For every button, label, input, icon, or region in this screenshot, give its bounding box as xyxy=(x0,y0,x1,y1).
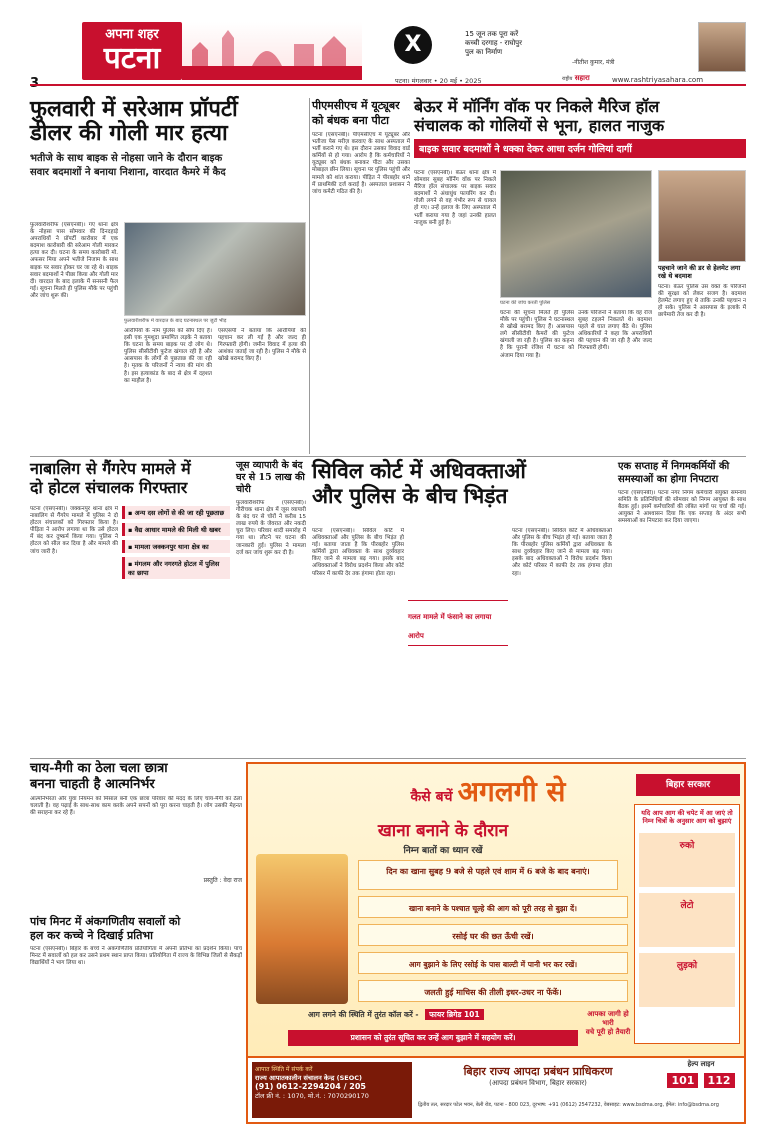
ad-emergency xyxy=(308,1010,548,1028)
tip4-text: आग बुझाने के लिए रसोई के पास बाल्टी में पानी भर कर रखें। xyxy=(408,960,578,969)
story3-headline-2: संचालक को गोलियों से भूना, हालत नाजुक xyxy=(414,116,665,136)
story5-body: फुलवारीशरीफ (एसएनबी)। गौरीचक थाना क्षेत्र में जूस व्यापारी के बंद घर से चोरों ने करीब 15 लाख रुपये के जेवरात और नकदी चुरा लिए। परिवार शादी समारोह में गया था। लौटने पर घटना की जानकारी हुई। पुलिस ने मामला दर्ज कर जांच शुरू कर दी है। xyxy=(236,500,306,556)
story-nigam xyxy=(618,460,746,756)
story8-headline-2: बनना चाहती है आत्मनिर्भर xyxy=(30,777,155,793)
authority-address: द्वितीय तल, सरदार पटेल भवन, बेली रोड, पटना - 800 023, दूरभाष: +91 (0612) 2547232, वेबसाइट: www.bsdma.org, ईमेल: info@bsdma.org xyxy=(418,1102,719,1108)
seoc-name: राज्य आपातकालीन संचालन केन्द्र (SEOC) xyxy=(255,1074,363,1082)
promo-line3: पुल का निर्माण xyxy=(465,48,503,56)
story1-photo xyxy=(124,222,306,316)
story3-headline-1: बेऊर में मॉर्निंग वॉक पर निकले मैरिज हॉल xyxy=(414,97,660,116)
story7-headline: एक सप्ताह में निगमकर्मियों की समस्याओं का होगा निपटारा xyxy=(618,461,730,485)
helpline-112[interactable]: 112 xyxy=(704,1073,735,1088)
step2-label: लेटो xyxy=(680,901,694,911)
story-arithmetic xyxy=(30,916,242,1116)
ad-footer xyxy=(248,1056,744,1122)
bullet-item: ▪ अन्य दस लोगों से की जा रही पूछताछ xyxy=(122,506,230,519)
story1-headline-1: फुलवारी में सरेआम प्रॉपर्टी xyxy=(30,96,238,122)
story1-photo-caption: फुलवारीशरीफ में वारदात के बाद घटनास्थल पर जुटी भीड़ xyxy=(124,318,227,324)
tip1-text: दिन का खाना सुबह 9 बजे से पहले एवं शाम में 6 बजे के बाद बनाएं। xyxy=(386,866,590,876)
story-juice-theft xyxy=(236,460,306,756)
brand-name: पटना xyxy=(103,41,161,76)
side-text: यदि आप आग की चपेट में आ जाएं तो निम्न चित्रों के अनुसार आग को बुझाएं xyxy=(641,809,733,825)
step-3 xyxy=(639,953,735,1007)
story2-body: पटना (एसएनबी)। पीएमसीएच में यूट्यूबर और भतीजा पेस मरीज़ करवाए के साथ अस्पताल में भर्ती कराने गए थे। इस दौरान उसका विवाद वार्ड कर्मियों से हो गया। आरोप है कि कर्मचारियों ने यूट्यूबर को बंधक बनाकर पीटा और उसका मोबाइल छीन लिया। सूचना पर पुलिस पहुंची और मामले को शांत कराया। पीड़ित ने पीरबहोर थाने में प्राथमिकी दर्ज कराई है। अस्पताल प्रशासन ने जांच कमेटी गठित की है। xyxy=(312,132,410,195)
promo-photo xyxy=(698,22,746,72)
story6-headline-1: सिविल कोर्ट में अधिवक्ताओं xyxy=(312,458,526,483)
seoc-header: आपात स्थिति में संपर्क करें xyxy=(255,1066,313,1073)
story4-headline-2: दो होटल संचालक गिरफ्तार xyxy=(30,478,188,498)
column-divider xyxy=(309,98,310,454)
tip2-text: खाना बनाने के पश्चात चूल्हे की आग को पूरी तरह से बुझा दें। xyxy=(409,904,577,913)
masthead-rule xyxy=(30,84,746,86)
story-pmch xyxy=(312,98,410,454)
story3-photo-caption: घटना की जांच करती पुलिस xyxy=(500,300,551,306)
story6-quote xyxy=(408,600,508,646)
story7-body: पटना (एसएनबी)। पटना नगर निगम कर्मचारी संयुक्त समन्वय समिति के प्रतिनिधियों की सोमवार को निगम आयुक्त के साथ बैठक हुई। इसमें कर्मचारियों की लंबित मांगों पर चर्चा की गई। आयुक्त ने आश्वासन दिया कि एक सप्ताह के अंदर सभी समस्याओं का निपटारा कर दिया जाएगा। xyxy=(618,490,746,525)
story1-sub-1: भतीजे के साथ बाइक से नोहसा जाने के दौरान बाइक xyxy=(30,152,223,164)
bullet-item: ▪ वैद्य आधार मामले की मिली थी खबर xyxy=(122,523,230,536)
tip5-text: जलती हुई माचिस की तीली इधर-उधर ना फेंकें। xyxy=(424,987,562,997)
website-link[interactable]: www.rashtriyasahara.com xyxy=(612,76,704,84)
story9-body: पटना (एसएनबी)। बिहार के बच्चे ने अंकगणितीय प्रतियोगिता में अपनी प्रतिभा का प्रदर्शन किया। पांच मिनट में सवालों को हल कर उसने प्रथम स्थान प्राप्त किया। प्रतियोगिता में राज्य के विभिन्न जिलों से सैकड़ों विद्यार्थियों ने भाग लिया था। xyxy=(30,945,242,966)
story1-body-col2: आरोपियों के नाम पुलिस को सौंप दिए हैं। इसी एक गुमशुदा प्रमाणित लड़के ने बताया कि घटना के समय बाइक पर दो लोग थे। पुलिस सीसीटीवी फुटेज खंगाल रही है और आसपास के लोगों से पूछताछ की जा रही है। मृतक के परिजनों ने न्याय की मांग की है। इस हत्याकांड के बाद से क्षेत्र में दहशत का माहौल है। xyxy=(124,328,212,384)
step3-label: लुड़को xyxy=(676,961,698,971)
ad-tip-1 xyxy=(358,860,618,890)
promo-author: -नीतीश कुमार, मंत्री xyxy=(572,59,615,66)
story3-side-caption: पहचाने जाने की डर से हेलमेट लगा रखे थे बदमाश xyxy=(658,264,741,280)
story1-body-col3: एसएसपी ने बताया कि आरोपियों की पहचान कर ली गई है और जल्द ही गिरफ्तारी होगी। जमीन विवाद में हत्या की आशंका जताई जा रही है। पुलिस ने मौके से खोखे बरामद किए हैं। xyxy=(218,328,306,363)
paper-small: राष्ट्रीय xyxy=(562,76,573,82)
story1-body-col1: फुलवारीशरीफ (एसएनबी)। गए थाना क्षेत्र के नोहसा पास सोमवार की दिनदहाड़े अपराधियों ने प्रॉपर्टी कारोबार में एक बदमाश कारोबारी की सरेआम गोली मारकर हत्या कर दी। घटना के समय कारोबारी मो. अफसर मिया अपने भतीजे निजाम के साथ बाइक पर सवार होकर घर जा रहे थे। बाइक सवार बदमाशों ने पीछा किया और गोली मार दी। वारदात के बाद इलाके में सनसनी फैल गई। सूचना मिलते ही पुलिस मौके पर पहुंची और जांच शुरू की। xyxy=(30,222,118,299)
slogan-1: आपका जागी हो भारी xyxy=(587,1010,629,1027)
bihar-govt-badge xyxy=(636,774,740,796)
quote-text: गलत मामले में फंसाने का लगाया आरोप xyxy=(408,613,492,640)
authority-sub: (आपदा प्रबंधन विभाग, बिहार सरकार) xyxy=(489,1079,587,1087)
bullet-item: ▪ मामला जक्कनपुर थाना क्षेत्र का xyxy=(122,540,230,553)
brand-block xyxy=(82,22,182,80)
story2-headline: पीएमसीएच में यूट्यूबर को बंधक बना पीटा xyxy=(312,99,400,127)
story6-headline-2: और पुलिस के बीच भिड़ंत xyxy=(312,482,508,508)
ad-cooperate xyxy=(288,1030,578,1046)
ad-title-1: कैसे बचें xyxy=(410,789,453,805)
story5-headline: जूस व्यापारी के बंद घर से 15 लाख की चोरी xyxy=(236,460,305,495)
story1-sub-2: सवार बदमाशों ने बनाया निशाना, वारदात कैमरे में कैद xyxy=(30,166,226,178)
ad-section-sub: निम्न बातों का ध्यान रखें xyxy=(403,846,483,856)
ad-slogan xyxy=(584,1010,632,1037)
step-2 xyxy=(639,893,735,947)
story6-body-col2: पटना (एसएनबी)। सिविल कोर्ट में अधिवक्ताओं और पुलिस के बीच भिड़ंत हो गई। बताया जाता है कि पीरबहोर पुलिस कर्मियों द्वारा अधिवक्ता के साथ दुर्व्यवहार किए जाने से मामला बढ़ गया। इसके बाद अधिवक्ताओं ने विरोध प्रदर्शन किया और कोर्ट परिसर में काफी देर तक हंगामा होता रहा। xyxy=(512,528,612,577)
x-logo-icon xyxy=(394,26,432,64)
story4-bullets xyxy=(122,506,230,756)
story8-body: आत्मनिर्भरता और युवा नियमन को मिसाल बनी एक छात्रा परिवार की मदद के लिए चाय-मैगी का ठेला चलाती है। वह पढ़ाई के साथ-साथ काम करके अपने सपनों को पूरा करना चाहती है। लोग उसकी मेहनत की सराहना कर रहे हैं। xyxy=(30,796,242,817)
story3-body-col3: उनके परिजनों ने बताया कि वह रोज सुबह टहलने निकलते थे। बदमाश पहले से घात लगाए बैठे थे। पुलिस अधिकारियों ने कहा कि अपराधियों की पहचान की जा रही है और जल्द गिरफ्तारी होगी। xyxy=(578,310,652,352)
ad-title-2: अगलगी से xyxy=(457,775,566,808)
govt-text: बिहार सरकार xyxy=(665,780,711,790)
ad-section xyxy=(318,818,568,856)
authority-title: बिहार राज्य आपदा प्रबंधन प्राधिकरण xyxy=(463,1065,613,1078)
story4-body: पटना (एसएनबी)। जक्कनपुर थाना क्षेत्र में नाबालिग से गैंगरेप मामले में पुलिस ने दो होटल संचालकों को गिरफ्तार किया है। पीड़िता ने आरोप लगाया था कि उसे होटल में बंद कर दुष्कर्म किया गया। पुलिस ने होटल को सील कर दिया है और मामले की जांच जारी है। xyxy=(30,506,118,555)
helpline-box xyxy=(662,1060,740,1088)
emergency-text: आग लगने की स्थिति में तुरंत कॉल करें - xyxy=(308,1010,419,1019)
story3-portrait xyxy=(658,170,746,262)
promo-line1: 15 जून तक पूरा करें xyxy=(465,30,519,38)
story3-body-col1: पटना (एसएनबी)। बेऊर थाना क्षेत्र में सोमवार सुबह मॉर्निंग वॉक पर निकले मैरिज हॉल संचालक पर बाइक सवार बदमाशों ने अंधाधुंध फायरिंग कर दी। गोली लगने से वह गंभीर रूप से घायल हो गए। उन्हें इलाज के लिए अस्पताल में भर्ती कराया गया है जहां उनकी हालत नाजुक बनी हुई है। xyxy=(414,170,496,226)
story3-body-col2: घटना की सूचना मिलते ही पुलिस मौके पर पहुंची। पुलिस ने घटनास्थल से खोखे बरामद किए हैं। आसपास लगे सीसीटीवी कैमरों की फुटेज खंगाली जा रही है। पुलिस का कहना है कि पुरानी रंजिश में घटना को अंजाम दिया गया है। xyxy=(500,310,574,359)
step1-label: रुको xyxy=(679,841,695,851)
story8-headline-1: चाय-मैगी का ठेला चला छात्रा xyxy=(30,761,168,776)
helpline-101[interactable]: 101 xyxy=(667,1073,698,1088)
masthead xyxy=(0,0,768,96)
slogan-2: वचे पूरी हो तैयारी xyxy=(585,1028,631,1036)
story6-body: पटना (एसएनबी)। सिविल कोर्ट में अधिवक्ताओं और पुलिस के बीच भिड़ंत हो गई। बताया जाता है कि पीरबहोर पुलिस कर्मियों द्वारा अधिवक्ता के साथ दुर्व्यवहार किए जाने से मामला बढ़ गया। इसके बाद अधिवक्ताओं ने विरोध प्रदर्शन किया और कोर्ट परिसर में काफी देर तक हंगामा होता रहा। xyxy=(312,528,404,577)
brand-top: अपना शहर xyxy=(105,27,159,42)
paper-title: सहारा xyxy=(574,74,590,82)
bullet-item: ▪ मंगलम और नगरगते होटल में पुलिस का छापा xyxy=(122,557,230,579)
cooperate-text: प्रशासन को तुरंत सूचित कर उन्हें आग बुझाने में सहयोग करें। xyxy=(350,1033,516,1042)
story3-side-body: पटना। बेऊर पुलिस उस वक्त के परिजनों की सुरक्षा को लेकर सजग है। बदमाश हेलमेट लगाए हुए थे ताकि उनकी पहचान न हो सके। पुलिस ने आसपास के इलाके में छापेमारी तेज कर दी है। xyxy=(658,284,746,319)
story3-banner: बाइक सवार बदमाशों ने धक्का देकर आधा दर्जन गोलियां दागीं xyxy=(414,139,746,158)
promo-line2: कच्ची दरगाह - राघोपुर xyxy=(465,39,522,47)
paper-name xyxy=(562,74,590,83)
seoc-phone[interactable]: (91) 0612-2294204 / 205 xyxy=(255,1082,366,1091)
ad-tip-5 xyxy=(358,980,628,1002)
ad-side-panel xyxy=(634,804,740,1044)
cooking-illustration xyxy=(256,854,348,1004)
x-logo-text: X xyxy=(404,32,422,57)
bullet-text: मंगलम और नगरगते होटल में पुलिस का छापा xyxy=(128,560,220,577)
skyline-graphic xyxy=(182,22,362,80)
authority-name xyxy=(418,1064,658,1088)
tip3-text: रसोई घर की छत ऊँची रखें। xyxy=(452,931,534,941)
step-1 xyxy=(639,833,735,887)
ad-title xyxy=(348,772,628,810)
seoc-tollfree[interactable]: टॉल फ्री नं. : 1070, मो.नं. : 7070290170 xyxy=(255,1092,369,1100)
dateline: पटना। मंगलवार • 20 मई • 2025 xyxy=(395,77,482,85)
bullet-text: अन्य दस लोगों से की जा रही पूछताछ xyxy=(134,509,225,517)
story3-photo xyxy=(500,170,652,298)
fire-safety-ad xyxy=(246,762,746,1124)
ad-tip-2 xyxy=(358,896,628,918)
row-divider-1 xyxy=(30,456,746,457)
row-divider-2 xyxy=(30,758,746,759)
ad-tip-3 xyxy=(358,924,628,946)
story9-headline-1: पांच मिनट में अंकगणितीय सवालों को xyxy=(30,915,181,928)
bullet-text: वैद्य आधार मामले की मिली थी खबर xyxy=(134,526,221,534)
story-tea-stall xyxy=(30,762,242,910)
story1-headline-2: डीलर की गोली मार हत्या xyxy=(30,119,228,146)
bullet-text: मामला जक्कनपुर थाना क्षेत्र का xyxy=(134,543,209,551)
ad-section-title: खाना बनाने के दौरान xyxy=(377,821,509,841)
story8-credit: प्रस्तुति : वेदा राज xyxy=(203,877,242,885)
seoc-box xyxy=(252,1062,412,1118)
story9-headline-2: हल कर कच्चे ने दिखाई प्रतिभा xyxy=(30,928,153,942)
helpline-label: हेल्प लाइन xyxy=(687,1060,715,1068)
story4-headline-1: नाबालिग से गैंगरेप मामले में xyxy=(30,459,191,478)
fire-brigade: फायर ब्रिगेड 101 xyxy=(425,1009,483,1020)
ad-tip-4 xyxy=(358,952,628,974)
